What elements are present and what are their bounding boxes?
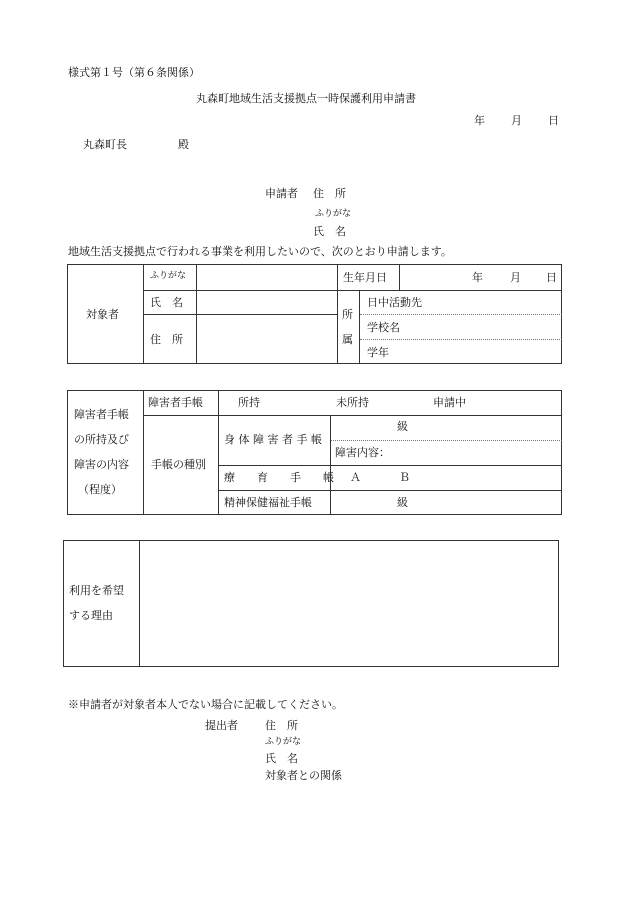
submitter-name-label: 氏 名 xyxy=(265,752,298,765)
addressee: 丸森町長 xyxy=(83,138,127,151)
handbook-label: 障害者手帳 xyxy=(148,396,203,409)
form-number: 様式第１号（第６条関係） xyxy=(68,66,200,79)
form-title: 丸森町地域生活支援拠点一時保護利用申請書 xyxy=(196,92,416,105)
date-month: 月 xyxy=(511,114,522,127)
birth-month-label: 月 xyxy=(510,271,521,284)
date-day: 日 xyxy=(548,114,559,127)
submitter-furigana-label: ふりがな xyxy=(265,737,302,747)
submitter-label: 提出者 xyxy=(205,719,238,732)
handbook-applying-option[interactable]: 申請中 xyxy=(433,396,466,409)
submitter-address-label: 住 所 xyxy=(265,719,298,732)
mental-handbook-label: 精神保健福祉手帳 xyxy=(224,496,312,509)
reason-input-area[interactable] xyxy=(140,541,558,666)
ryoiku-a-option[interactable]: Ａ xyxy=(350,471,361,484)
physical-grade-label: 級 xyxy=(397,420,408,433)
handbook-kind-label: 手帳の種別 xyxy=(151,458,206,471)
applicant-label: 申請者 xyxy=(265,187,298,200)
disability-detail-label: 障害内容： xyxy=(335,446,390,459)
handbook-not-has-option[interactable]: 未所持 xyxy=(336,396,369,409)
disability-row-label-1: 障害者手帳 xyxy=(74,408,129,421)
handbook-has-option[interactable]: 所持 xyxy=(238,396,260,409)
school-name-label: 学校名 xyxy=(367,321,400,334)
addressee-honorific: 殿 xyxy=(178,138,189,151)
reason-label-line2: する理由 xyxy=(69,609,113,622)
physical-handbook-label: 身 体 障 害 者 手 帳 xyxy=(224,433,322,446)
grade-label: 学年 xyxy=(367,346,389,359)
disability-row-label-2: の所持及び xyxy=(74,433,129,446)
mental-grade-label: 級 xyxy=(397,496,408,509)
ryoiku-b-option[interactable]: Ｂ xyxy=(399,471,410,484)
birth-day-label: 日 xyxy=(546,271,557,284)
affiliation-label-2: 属 xyxy=(342,333,353,346)
submitter-note: ※申請者が対象者本人でない場合に記載してください。 xyxy=(68,698,343,711)
subject-furigana-label: ふりがな xyxy=(150,271,187,281)
disability-row-label-3: 障害の内容 xyxy=(74,458,129,471)
applicant-name-label: 氏 名 xyxy=(313,225,346,238)
daytime-activity-label: 日中活動先 xyxy=(367,296,422,309)
intro-text: 地域生活支援拠点で行われる事業を利用したいので、次のとおり申請します。 xyxy=(68,245,452,258)
disability-row-label-4: （程度） xyxy=(78,483,122,496)
submitter-relation-label: 対象者との関係 xyxy=(265,769,342,782)
reason-label-line1: 利用を希望 xyxy=(69,584,124,597)
date-year: 年 xyxy=(474,114,485,127)
birthdate-label: 生年月日 xyxy=(343,271,387,284)
subject-label: 対象者 xyxy=(86,308,119,321)
subject-name-label: 氏 名 xyxy=(150,296,183,309)
birth-year-label: 年 xyxy=(472,271,483,284)
subject-address-label: 住 所 xyxy=(150,333,183,346)
affiliation-label-1: 所 xyxy=(342,308,353,321)
ryoiku-handbook-label: 療 育 手 帳 xyxy=(224,471,334,484)
applicant-address-label: 住 所 xyxy=(313,187,346,200)
applicant-furigana-label: ふりがな xyxy=(315,209,352,219)
